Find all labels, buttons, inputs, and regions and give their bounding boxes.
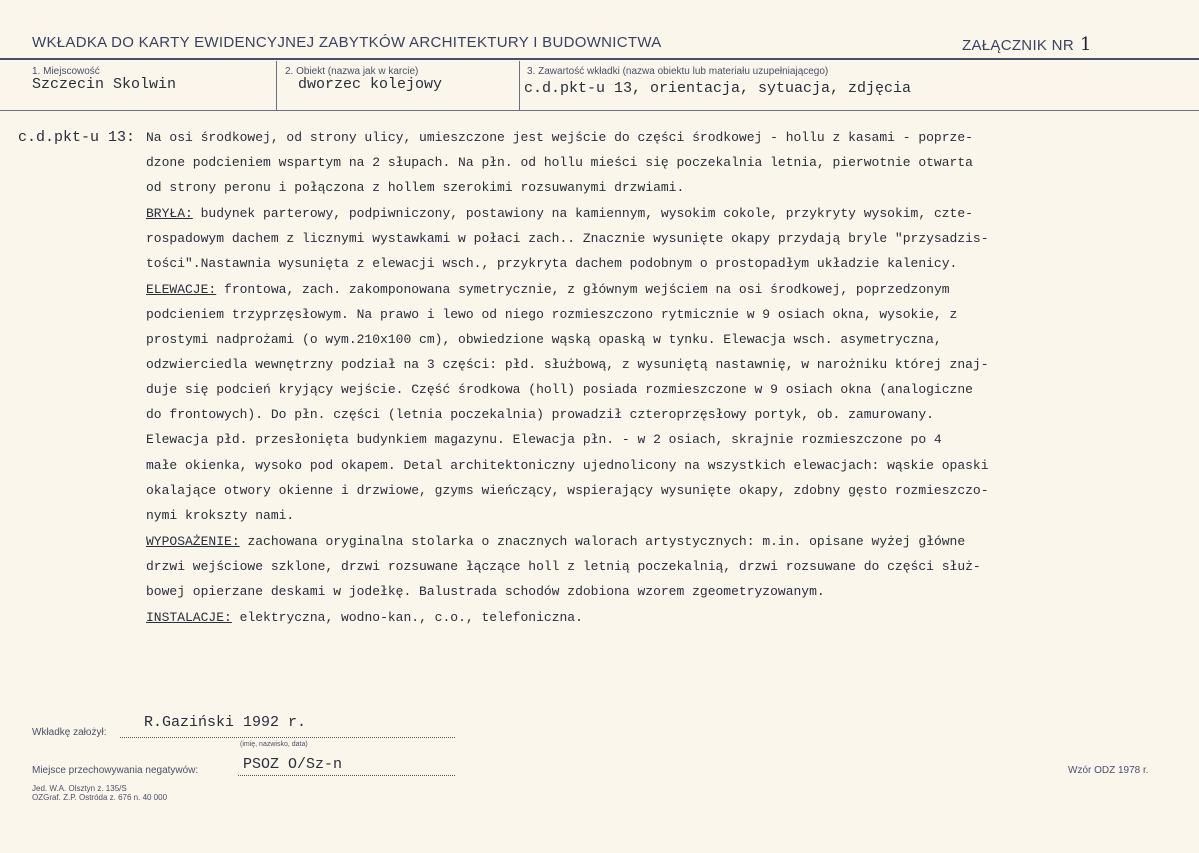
body-prefix: c.d.pkt-u 13:	[18, 129, 136, 146]
body-line-8: podcieniem trzyprzęsłowym. Na prawo i lewo od niego rozmieszczono rytmicznie w 9 osiach okna, wysokie, z	[146, 307, 958, 322]
body-line-6: tości".Nastawnia wysunięta z elewacji wsch., przykryta dachem podobnym o prostopadłym układzie kalenicy.	[146, 256, 958, 271]
fields-rule	[0, 110, 1199, 111]
negatives-label: Miejsce przechowywania negatywów:	[32, 765, 199, 776]
body-line-3: od strony peronu i połączona z hollem szerokimi rozsuwanymi drzwiami.	[146, 180, 685, 195]
body-line-2: dzone podcieniem wspartym na 2 słupach. Na płn. od hollu mieści się poczekalnia letnia, pierwotnie otwarta	[146, 155, 973, 170]
body-line-19: bowej opierzane deskami w jodełkę. Balustrada schodów zdobiona wzorem zgeometryzowanym.	[146, 584, 825, 599]
print-info-1: Jed. W.A. Olsztyn z. 135/S	[32, 784, 127, 793]
annex-label-text: ZAŁĄCZNIK NR	[962, 37, 1074, 54]
header-rule	[0, 58, 1199, 60]
annex-number: 1	[1079, 34, 1092, 55]
locality-value: Szczecin Skolwin	[32, 76, 177, 93]
print-info-2: OZGraf. Z.P. Ostróda z. 676 n. 40 000	[32, 793, 168, 802]
body-line-14: małe okienka, wysoko pod okapem. Detal architektoniczny ujednolicony na wszystkich elewacjach: wąskie opaski	[146, 458, 989, 473]
field-divider-2	[519, 61, 520, 110]
wyposazenie-text-1: zachowana oryginalna stolarka o znacznych walorach artystycznych: m.in. opisane wyżej główne	[247, 534, 966, 549]
instalacje-text-1: elektryczna, wodno-kan., c.o., telefoniczna.	[239, 610, 583, 625]
field-divider-1	[276, 61, 277, 110]
elewacje-line-1	[146, 282, 950, 297]
body-line-15: okalające otwory okienne i drzwiowe, gzyms wieńczący, wspierający wysunięte okapy, zdobny gęsto rozmieszczo-	[146, 483, 989, 498]
body-line-9: prostymi nadprożami (o wym.210x100 cm), obwiedzione wąską opaską w tynku. Elewacja wsch. asymetryczna,	[146, 332, 942, 347]
bryla-line-1	[146, 206, 973, 221]
object-label: 2. Obiekt (nazwa jak w karcie)	[285, 66, 419, 77]
instalacje-line-1	[146, 610, 583, 625]
author-dotted-line	[120, 737, 455, 738]
body-line-1: Na osi środkowej, od strony ulicy, umieszczone jest wejście do części środkowej - hollu z kasami - poprze-	[146, 130, 973, 145]
contents-value: c.d.pkt-u 13, orientacja, sytuacja, zdjęcia	[524, 80, 912, 97]
body-line-16: nymi krokszty nami.	[146, 508, 295, 523]
elewacje-text-1: frontowa, zach. zakomponowana symetrycznie, z głównym wejściem na osi środkowej, poprzedzonym	[224, 282, 950, 297]
wyposazenie-heading: WYPOSAŻENIE:	[146, 534, 240, 549]
locality-label: 1. Miejscowość	[32, 66, 100, 77]
wyposazenie-line-1	[146, 534, 965, 549]
body-line-12: do frontowych). Do płn. części (letnia poczekalnia) prowadził czteroprzęsłowy portyk, ob. zamurowany.	[146, 407, 934, 422]
negatives-value: PSOZ O/Sz-n	[243, 756, 343, 773]
bryla-text-1: budynek parterowy, podpiwniczony, postawiony na kamiennym, wysokim cokole, przykryty wysokim, czte-	[200, 206, 973, 221]
body-line-13: Elewacja płd. przesłonięta budynkiem magazynu. Elewacja płn. - w 2 osiach, skrajnie rozmieszczone po 4	[146, 432, 942, 447]
author-value: R.Gaziński 1992 r.	[144, 714, 307, 731]
form-model: Wzór ODZ 1978 r.	[1068, 765, 1149, 776]
elewacje-heading: ELEWACJE:	[146, 282, 217, 297]
object-value: dworzec kolejowy	[298, 76, 443, 93]
form-title: WKŁADKA DO KARTY EWIDENCYJNEJ ZABYTKÓW ARCHITEKTURY I BUDOWNICTWA	[32, 34, 662, 51]
body-line-11: duje się podcień kryjący wejście. Część środkowa (holl) posiada rozmieszczone w 9 osiach okna (analogiczne	[146, 382, 973, 397]
author-label: Wkładkę założył:	[32, 727, 107, 738]
body-line-5: rospadowym dachem z licznymi wystawkami w połaci zach.. Znacznie wysunięte okapy przydają bryle "przysadzis-	[146, 231, 989, 246]
contents-label: 3. Zawartość wkładki (nazwa obiektu lub materiału uzupełniającego)	[527, 66, 829, 77]
body-line-18: drzwi wejściowe szklone, drzwi rozsuwane łączące holl z letnią poczekalnią, drzwi rozsuwane do części służ-	[146, 559, 981, 574]
negatives-dotted-line	[238, 775, 455, 776]
author-hint: (imię, nazwisko, data)	[240, 741, 308, 748]
instalacje-heading: INSTALACJE:	[146, 610, 232, 625]
body-line-10: odzwierciedla wewnętrzny podział na 3 części: płd. służbową, z wysuniętą nastawnię, w narożniku której znaj-	[146, 357, 989, 372]
bryla-heading: BRYŁA:	[146, 206, 193, 221]
annex-label	[962, 34, 1092, 55]
